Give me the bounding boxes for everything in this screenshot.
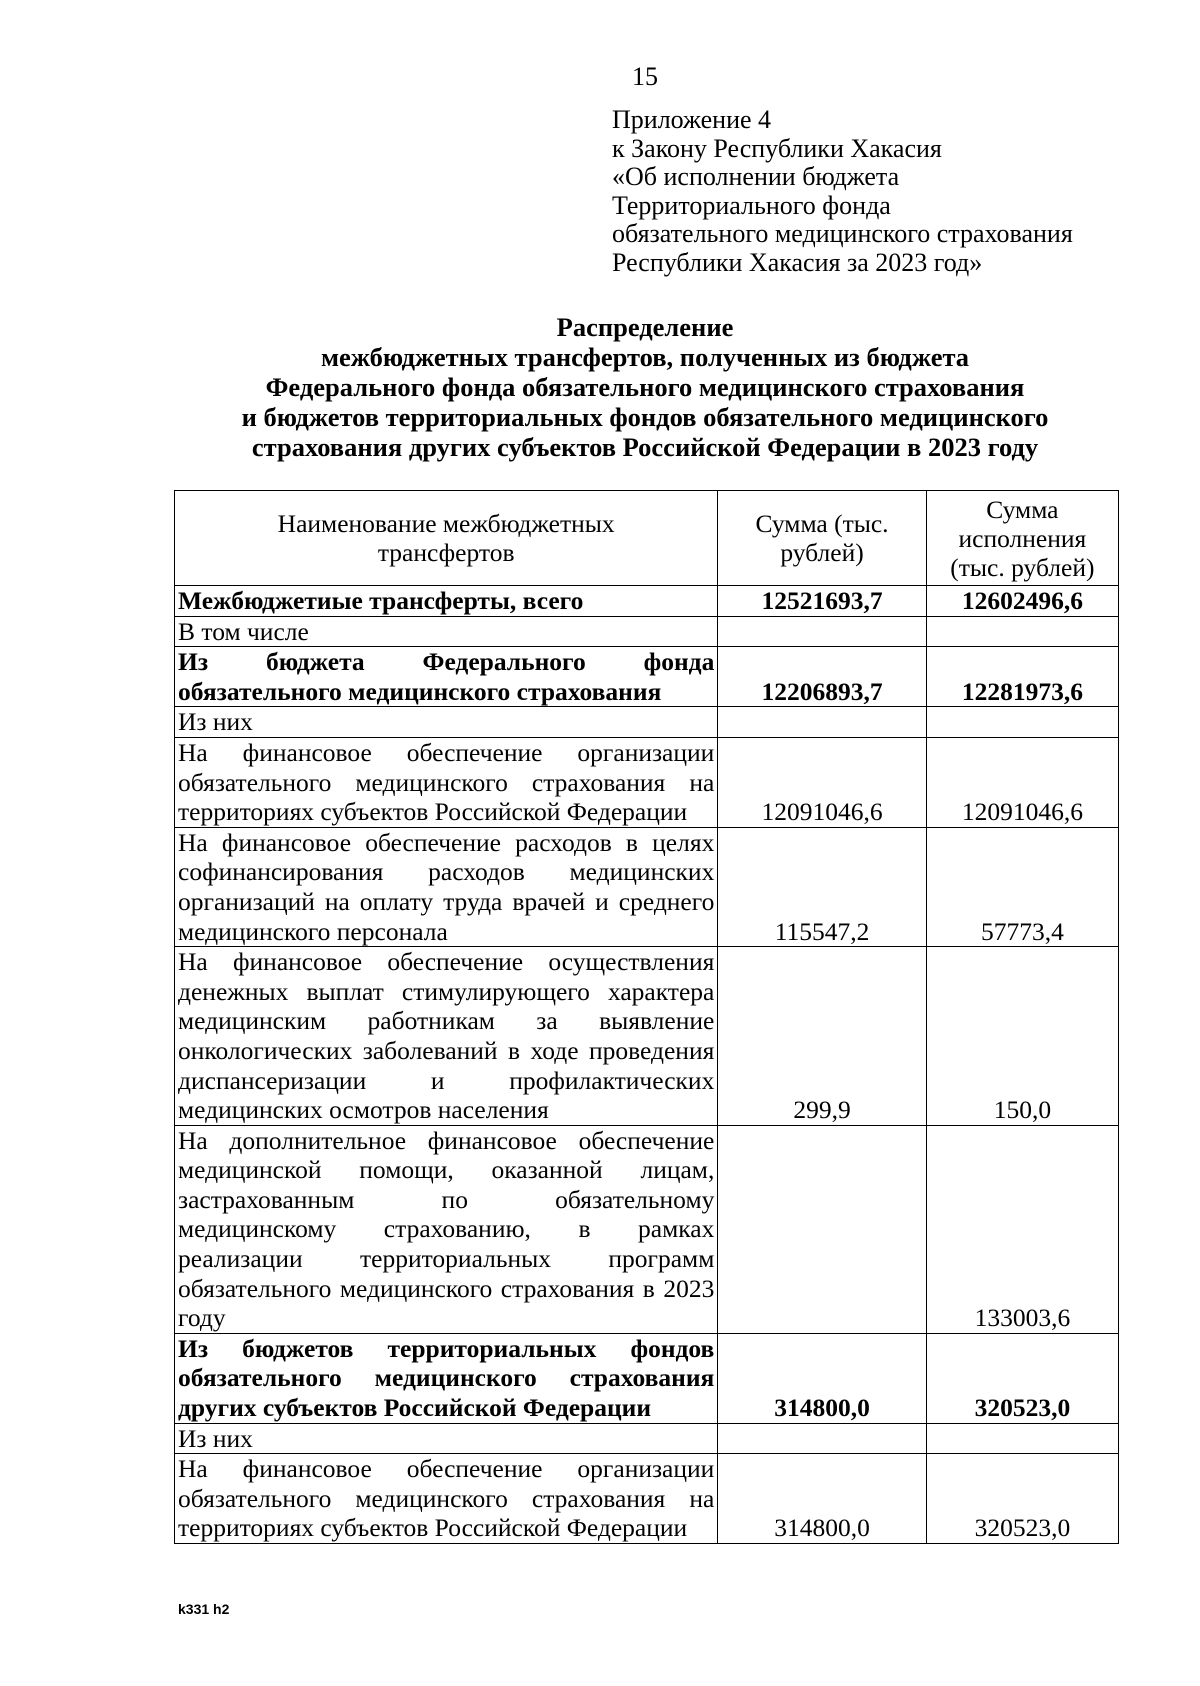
title-line: Распределение bbox=[556, 312, 734, 342]
title-line: Федерального фонда обязательного медицинского страхования bbox=[265, 372, 1025, 402]
table-header-row bbox=[175, 491, 1119, 586]
table-row bbox=[175, 616, 1119, 647]
row-sum bbox=[718, 1125, 926, 1333]
title-line: межбюджетных трансфертов, полученных из бюджета bbox=[320, 342, 970, 372]
page-number: 15 bbox=[632, 62, 658, 91]
row-sum: 12206893,7 bbox=[718, 647, 926, 707]
row-name: Из них bbox=[175, 1423, 718, 1454]
table-row bbox=[175, 737, 1119, 827]
row-sum: 12091046,6 bbox=[718, 737, 926, 827]
document-title bbox=[160, 312, 1130, 462]
transfers-table bbox=[174, 490, 1119, 1544]
title-line: и бюджетов территориальных фондов обязательного медицинского bbox=[241, 402, 1049, 432]
table-row bbox=[175, 647, 1119, 707]
row-name: В том числе bbox=[175, 616, 718, 647]
row-exec: 12602496,6 bbox=[926, 586, 1118, 617]
table-row bbox=[175, 1423, 1119, 1454]
row-name: На финансовое обеспечение осуществления денежных выплат стимулирующего характера медицинским работникам за выявление онкологических заболеваний в ходе проведения диспансеризации и профилактических медицинских осмотров населения bbox=[175, 947, 718, 1126]
row-name: Из бюджетов территориальных фондов обязательного медицинского страхования других субъектов Российской Федерации bbox=[175, 1333, 718, 1423]
row-exec: 320523,0 bbox=[926, 1333, 1118, 1423]
header-exec: Сумма исполнения (тыс. рублей) bbox=[926, 491, 1118, 586]
appendix-line: Территориального фонда bbox=[612, 190, 891, 220]
appendix-line: обязательного медицинского страхования bbox=[612, 219, 1073, 248]
row-sum bbox=[718, 616, 926, 647]
appendix-line: Республики Хакасия за 2023 год» bbox=[612, 247, 983, 277]
footer-code: k331 h2 bbox=[178, 1601, 230, 1617]
table-row bbox=[175, 827, 1119, 946]
header-sum: Сумма (тыс. рублей) bbox=[718, 491, 926, 586]
table-row bbox=[175, 1454, 1119, 1544]
appendix-line: к Закону Республики Хакасия bbox=[612, 133, 942, 163]
row-exec: 57773,4 bbox=[926, 827, 1118, 946]
row-sum: 314800,0 bbox=[718, 1454, 926, 1544]
table-row bbox=[175, 707, 1119, 738]
row-sum: 12521693,7 bbox=[718, 586, 926, 617]
row-name: Из них bbox=[175, 707, 718, 738]
row-exec: 12091046,6 bbox=[926, 737, 1118, 827]
header-name: Наименование межбюджетных трансфертов bbox=[175, 491, 718, 586]
row-sum bbox=[718, 707, 926, 738]
appendix-line: «Об исполнении бюджета bbox=[612, 162, 900, 191]
row-exec: 320523,0 bbox=[926, 1454, 1118, 1544]
row-exec: 150,0 bbox=[926, 947, 1118, 1126]
row-exec: 12281973,6 bbox=[926, 647, 1118, 707]
row-exec bbox=[926, 616, 1118, 647]
row-name: На финансовое обеспечение организации обязательного медицинского страхования на территориях субъектов Российской Федерации bbox=[175, 1454, 718, 1544]
table-row bbox=[175, 1125, 1119, 1333]
row-exec bbox=[926, 1423, 1118, 1454]
row-name: На дополнительное финансовое обеспечение медицинской помощи, оказанной лицам, застрахованным по обязательному медицинскому страхованию, в рамках реализации территориальных программ обязательного медицинского страхования в 2023 году bbox=[175, 1125, 718, 1333]
row-sum bbox=[718, 1423, 926, 1454]
row-name: На финансовое обеспечение организации обязательного медицинского страхования на территориях субъектов Российской Федерации bbox=[175, 737, 718, 827]
table-row bbox=[175, 586, 1119, 617]
row-name: Межбюджетиые трансферты, всего bbox=[175, 586, 718, 617]
row-name: На финансовое обеспечение расходов в целях софинансирования расходов медицинских организаций на оплату труда врачей и среднего медицинского персонала bbox=[175, 827, 718, 946]
row-sum: 314800,0 bbox=[718, 1333, 926, 1423]
row-sum: 115547,2 bbox=[718, 827, 926, 946]
appendix-block bbox=[612, 106, 1172, 277]
table-row bbox=[175, 1333, 1119, 1423]
row-sum: 299,9 bbox=[718, 947, 926, 1126]
title-line: страхования других субъектов Российской Федерации в 2023 году bbox=[251, 432, 1039, 462]
row-name: Из бюджета Федерального фонда обязательного медицинского страхования bbox=[175, 647, 718, 707]
appendix-line: Приложение 4 bbox=[612, 105, 772, 134]
table-row bbox=[175, 947, 1119, 1126]
row-exec: 133003,6 bbox=[926, 1125, 1118, 1333]
row-exec bbox=[926, 707, 1118, 738]
